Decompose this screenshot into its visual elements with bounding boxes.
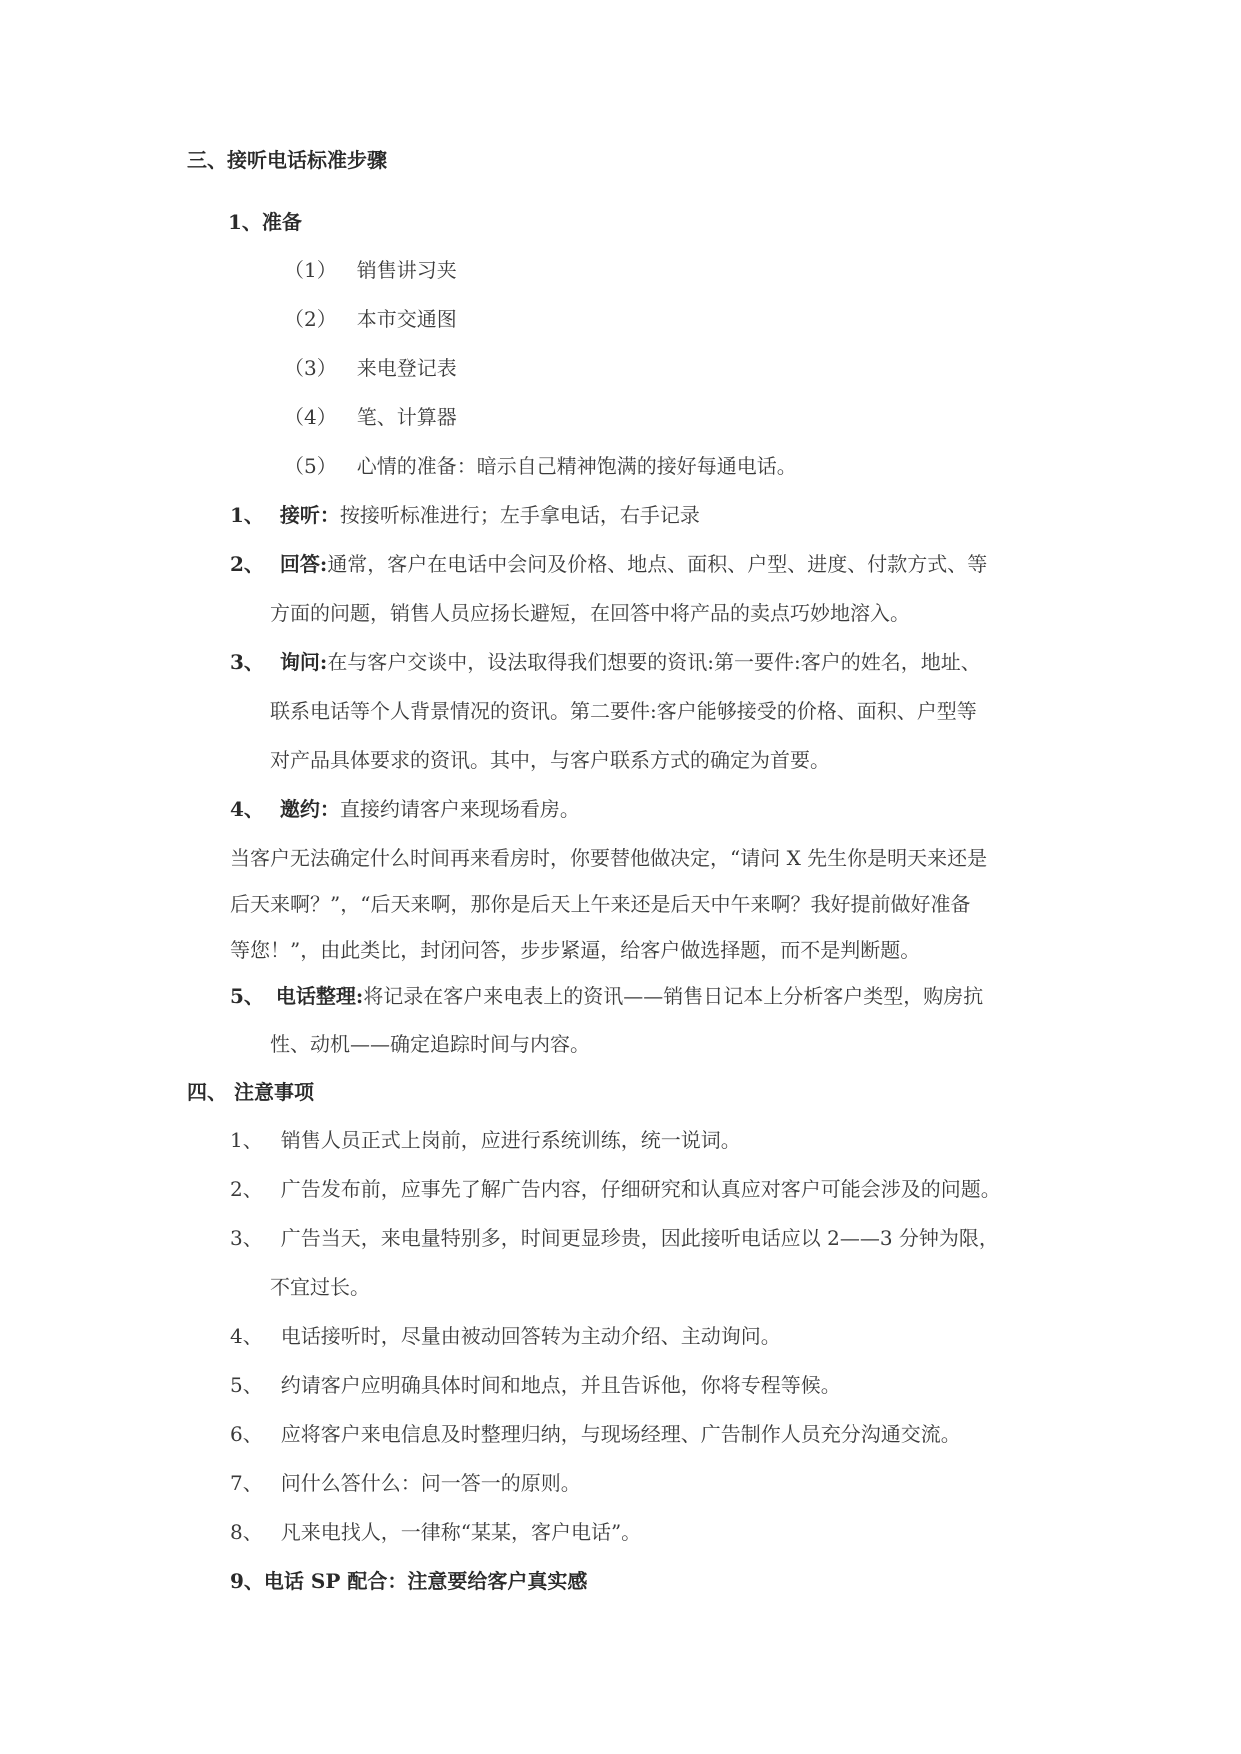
note-num: 1、 bbox=[230, 1128, 263, 1152]
note-text-continued: 不宜过长。 bbox=[270, 1275, 370, 1299]
step-text: 直接约请客户来现场看房。 bbox=[339, 797, 580, 821]
step-num: 5、 bbox=[230, 984, 264, 1008]
step-text-continued: 联系电话等个人背景情况的资讯。第二要件:客户能够接受的价格、面积、户型等 bbox=[270, 699, 977, 723]
prep-item bbox=[284, 403, 457, 431]
step-num: 1、 bbox=[230, 503, 264, 527]
step-text-continued: 性、动机——确定追踪时间与内容。 bbox=[270, 1032, 590, 1056]
prep-heading: 1、准备 bbox=[228, 210, 302, 234]
note-text: 电话接听时，尽量由被动回答转为主动介绍、主动询问。 bbox=[280, 1324, 781, 1348]
step-label: 邀约： bbox=[279, 797, 340, 821]
section3-title: 三、接听电话标准步骤 bbox=[187, 148, 387, 172]
step-num: 3、 bbox=[230, 650, 264, 674]
note-text: 应将客户来电信息及时整理归纳，与现场经理、广告制作人员充分沟通交流。 bbox=[280, 1422, 961, 1446]
paragraph-line: 等您！”，由此类比，封闭问答，步步紧逼，给客户做选择题，而不是判断题。 bbox=[230, 938, 921, 962]
step-num: 2、 bbox=[230, 552, 264, 576]
note-text: 广告当天，来电量特别多，时间更显珍贵，因此接听电话应以 2——3 分钟为限， bbox=[280, 1226, 999, 1250]
paragraph-line: 后天来啊？”，“后天来啊，那你是后天上午来还是后天中午来啊？我好提前做好准备 bbox=[230, 892, 971, 916]
note-item bbox=[230, 1126, 741, 1154]
prep-item bbox=[284, 256, 457, 284]
prep-item-num: （5） bbox=[284, 454, 337, 478]
note-item bbox=[230, 1371, 841, 1399]
note-num: 5、 bbox=[230, 1373, 263, 1397]
prep-item-num: （4） bbox=[284, 405, 337, 429]
step-text: 在与客户交谈中，设法取得我们想要的资讯:第一要件:客户的姓名，地址、 bbox=[327, 650, 981, 674]
prep-item-text: 本市交通图 bbox=[356, 307, 457, 331]
prep-item bbox=[284, 354, 457, 382]
note-num: 6、 bbox=[230, 1422, 263, 1446]
note-item bbox=[230, 1224, 999, 1252]
section4-title: 四、 注意事项 bbox=[187, 1080, 314, 1104]
note-text: 约请客户应明确具体时间和地点，并且告诉他，你将专程等候。 bbox=[280, 1373, 841, 1397]
prep-item-text: 心情的准备：暗示自己精神饱满的接好每通电话。 bbox=[356, 454, 797, 478]
step-item bbox=[230, 550, 987, 578]
step-text: 按接听标准进行；左手拿电话，右手记录 bbox=[339, 503, 700, 527]
step-item bbox=[230, 648, 981, 676]
prep-item-text: 笔、计算器 bbox=[356, 405, 457, 429]
note-num: 7、 bbox=[230, 1471, 263, 1495]
note-text: 问什么答什么：问一答一的原则。 bbox=[280, 1471, 581, 1495]
step-label: 回答: bbox=[279, 552, 328, 576]
final-note: 9、电话 SP 配合：注意要给客户真实感 bbox=[230, 1569, 588, 1593]
note-item bbox=[230, 1175, 1001, 1203]
prep-item-num: （2） bbox=[284, 307, 337, 331]
note-text: 凡来电找人，一律称“某某，客户电话”。 bbox=[280, 1520, 642, 1544]
step-label: 电话整理: bbox=[275, 984, 364, 1008]
note-text: 广告发布前，应事先了解广告内容，仔细研究和认真应对客户可能会涉及的问题。 bbox=[280, 1177, 1001, 1201]
step-text: 通常，客户在电话中会问及价格、地点、面积、户型、进度、付款方式、等 bbox=[327, 552, 988, 576]
prep-item-text: 来电登记表 bbox=[356, 356, 457, 380]
note-text: 销售人员正式上岗前，应进行系统训练，统一说词。 bbox=[280, 1128, 741, 1152]
note-num: 4、 bbox=[230, 1324, 263, 1348]
step-text: 将记录在客户来电表上的资讯——销售日记本上分析客户类型，购房抗 bbox=[363, 984, 984, 1008]
step-label: 询问: bbox=[279, 650, 328, 674]
step-item bbox=[230, 501, 700, 529]
note-item bbox=[230, 1469, 581, 1497]
paragraph-line: 当客户无法确定什么时间再来看房时，你要替他做决定，“请问 X 先生你是明天来还是 bbox=[230, 846, 988, 870]
step-text-continued: 对产品具体要求的资讯。其中，与客户联系方式的确定为首要。 bbox=[270, 748, 830, 772]
step-item bbox=[230, 795, 580, 823]
note-num: 2、 bbox=[230, 1177, 263, 1201]
step-text-continued: 方面的问题，销售人员应扬长避短，在回答中将产品的卖点巧妙地溶入。 bbox=[270, 601, 910, 625]
prep-item bbox=[284, 305, 457, 333]
note-num: 3、 bbox=[230, 1226, 263, 1250]
step-label: 接听： bbox=[279, 503, 340, 527]
prep-item-num: （3） bbox=[284, 356, 337, 380]
note-item bbox=[230, 1322, 781, 1350]
prep-item-num: （1） bbox=[284, 258, 337, 282]
prep-item-text: 销售讲习夹 bbox=[356, 258, 457, 282]
step-num: 4、 bbox=[230, 797, 264, 821]
step-item bbox=[230, 982, 983, 1010]
note-item bbox=[230, 1420, 961, 1448]
prep-item bbox=[284, 452, 797, 480]
note-item bbox=[230, 1518, 641, 1546]
note-num: 8、 bbox=[230, 1520, 263, 1544]
